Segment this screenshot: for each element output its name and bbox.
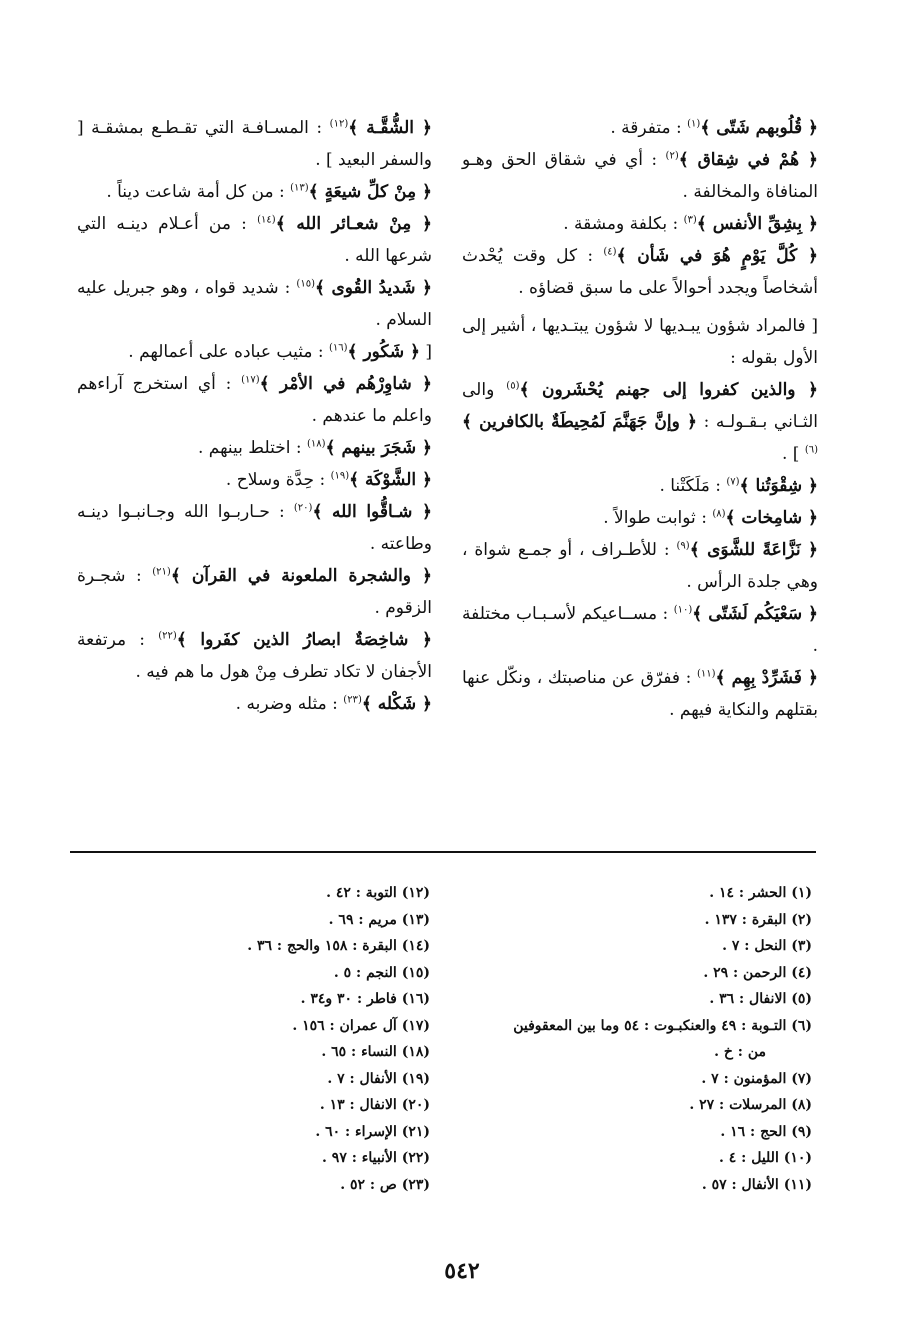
footnote-item: (١٨) النساء : ٦٥ . bbox=[321, 1044, 430, 1060]
entry-10: ﴿ سَعْيَكُم لَشَتّى ﴾$^{(١٠)}$ : مســاعيكم لأسـبـاب مختلفة . bbox=[462, 604, 819, 656]
footnote-item: (١٧) آل عمران : ١٥٦ . bbox=[292, 1017, 430, 1034]
entry-term: مِنْ كلِّ شيعَةٍ bbox=[324, 182, 417, 202]
footnote-ref: (٤) bbox=[603, 246, 617, 258]
entry-term: كُلَّ يَوْمٍ هُوَ في شَأن bbox=[637, 246, 798, 266]
entry-definition: : أي في شقاق الحق وهـو المنافاة والمخالفة . bbox=[462, 150, 818, 202]
entry-14: ﴿ مِنْ شعـائر الله ﴾$^{(١٤)}$ : من أعـلام دينـه التي شرعها الله . bbox=[77, 214, 432, 266]
entry-definition: : حِدَّة وسلاح . bbox=[225, 470, 326, 490]
entry-term: شَكْله bbox=[377, 694, 417, 714]
entry-23: ﴿ شَكْله ﴾$^{(٢٣)}$ : مثله وضربه . bbox=[235, 694, 432, 714]
footnote-item: (٥) الانفال : ٣٦ . bbox=[709, 991, 812, 1007]
entry-definition: : كل وقت يُحْدث أشخاصاً ويجدد أحوالاً على ما سبق قضاؤه . bbox=[462, 246, 818, 298]
footnote-ref: (١٥) bbox=[296, 278, 315, 290]
footnote-ref: (٢١) bbox=[152, 566, 171, 578]
entry-definition: : للأطـراف ، أو جمـع شواة ، وهي جلدة الرأس . bbox=[462, 540, 818, 592]
entry-12: ﴿ الشُّقَّـة ﴾$^{(١٢)}$ : المسـافـة التي تقـطـع بمشقـة [ والسفر البعيد ] . bbox=[77, 118, 432, 170]
entry-definition: : مثيب عباده على أعمالهم . bbox=[128, 342, 324, 362]
footnote-ref: (٢) bbox=[665, 150, 679, 162]
left-column bbox=[77, 112, 432, 720]
footnote-item: (١٦) فاطر : ٣٠ و٣٤ . bbox=[300, 991, 430, 1007]
footnote-item: (١٥) النجم : ٥ . bbox=[333, 964, 430, 981]
entry-term: قُلُوبهم شَتّى bbox=[716, 118, 803, 138]
entry-definition: : اختلط بينهم . bbox=[197, 438, 302, 458]
entry-term: سَعْيَكُم لَشَتّى bbox=[708, 604, 803, 624]
entry-definition: : مرتفعة الأجفان لا تكاد تطرف مِنْ هول ما هم فيه . bbox=[77, 630, 432, 682]
entry-19: ﴿ الشَّوْكَة ﴾$^{(١٩)}$ : حِدَّة وسلاح . bbox=[225, 470, 432, 490]
entry-16: [ ﴿ شَكُور ﴾$^{(١٦)}$ : مثيب عباده على أعمالهم . bbox=[128, 342, 432, 362]
entry-term: شَديدُ القُوى bbox=[331, 278, 416, 298]
entry-definition: : من أعـلام دينـه التي شرعها الله . bbox=[77, 214, 432, 266]
footnote-item: (٢١) الإسراء : ٦٠ . bbox=[315, 1123, 430, 1140]
footnote-item: (٦) التـوبة : ٤٩ والعنكبـوت : ٥٤ وما بين المعقوفين bbox=[513, 1017, 812, 1034]
entry-term: شَكُور bbox=[363, 342, 405, 362]
editor-note: [ فالمراد شؤون يبـديها لا شؤون يبتـديها ، أشير إلى الأول بقوله : bbox=[462, 316, 818, 368]
entry-4: ﴿ كُلَّ يَوْمٍ هُوَ في شَأن ﴾$^{(٤)}$ : كل وقت يُحْدث أشخاصاً ويجدد أحوالاً على ما سبق قضاؤه . bbox=[462, 246, 818, 298]
entry-definition: : شجـرة الزقوم . bbox=[77, 566, 432, 618]
entry-term: فَشَرِّدْ بِهِم bbox=[731, 668, 802, 688]
entry-definition: : حـاربـوا الله وجـانبـوا دينـه وطاعته . bbox=[77, 502, 432, 554]
footnote-ref: (١) bbox=[687, 118, 701, 130]
footnote-item: (١٣) مريم : ٦٩ . bbox=[328, 911, 430, 928]
entry-term: الشُّقَّـة bbox=[366, 118, 414, 138]
footnote-item: (٢٢) الأنبياء : ٩٧ . bbox=[322, 1150, 430, 1166]
entry-definition: : بكلفة ومشقة . bbox=[563, 214, 679, 234]
footnote-divider bbox=[70, 851, 816, 853]
entry-term: شَجَرَ بينهم bbox=[341, 438, 417, 458]
entry-13: ﴿ مِنْ كلِّ شيعَةٍ ﴾$^{(١٣)}$ : من كل أمة شاعت ديناً . bbox=[106, 182, 432, 202]
entry-15: ﴿ شَديدُ القُوى ﴾$^{(١٥)}$ : شديد قواه ، وهو جبريل عليه السلام . bbox=[77, 278, 432, 330]
entry-term: شامِخات bbox=[741, 508, 803, 528]
entry-term: هُمْ في شِقاق bbox=[697, 150, 800, 170]
entry-22: ﴿ شاخِصَةٌ ابصارُ الذين كفَروا ﴾$^{(٢٢)}$ : مرتفعة الأجفان لا تكاد تطرف مِنْ هول ما هم فيه . bbox=[77, 630, 433, 682]
entry-term-secondary: وإنَّ جَهَنَّمَ لَمُحِيطَةٌ بالكافرين bbox=[479, 412, 680, 432]
footnote-item: (١٢) التوبة : ٤٢ . bbox=[326, 885, 430, 901]
footnote-item: (٤) الرحمن : ٢٩ . bbox=[703, 964, 812, 981]
entry-term: الشَّوْكَة bbox=[365, 470, 417, 490]
footnotes-right bbox=[462, 880, 812, 1198]
footnote-ref: (٢٢) bbox=[158, 630, 177, 642]
entry-2: ﴿ هُمْ في شِقاق ﴾$^{(٢)}$ : أي في شقاق الحق وهـو المنافاة والمخالفة . bbox=[462, 150, 819, 202]
entry-definition: : مَلَكَتْنا . bbox=[659, 476, 721, 496]
entry-term: شـاقُّوا الله bbox=[332, 502, 413, 522]
footnote-ref: (٦) bbox=[804, 444, 818, 456]
right-column bbox=[462, 112, 818, 726]
footnote-ref: (١٠) bbox=[673, 604, 693, 616]
entry-definition: : من كل أمة شاعت ديناً . bbox=[106, 182, 285, 202]
footnote-ref: (١٧) bbox=[241, 374, 260, 386]
entry-definition: والى الثـاني بـقـولـه : bbox=[462, 380, 819, 432]
page-number: ٥٤٢ bbox=[444, 1258, 480, 1284]
entry-definition: : متفرقة . bbox=[610, 118, 682, 138]
entry-11: ﴿ فَشَرِّدْ بِهِم ﴾$^{(١١)}$ : ففرّق عن مناصبتك ، ونكّل عنها بقتلهم والنكاية فيهم . bbox=[462, 668, 819, 720]
footnote-ref: (١٩) bbox=[330, 470, 350, 482]
entry-20: ﴿ شـاقُّوا الله ﴾$^{(٢٠)}$ : حـاربـوا الله وجـانبـوا دينـه وطاعته . bbox=[77, 502, 432, 554]
entry-term: والشجرة الملعونة في القرآن bbox=[191, 566, 412, 586]
entry-1: ﴿ قُلُوبهم شَتّى ﴾$^{(١)}$ : متفرقة . bbox=[610, 118, 818, 138]
footnote-ref: (١١) bbox=[696, 668, 716, 680]
footnote-ref: (٢٠) bbox=[293, 502, 313, 514]
entry-definition: : مســاعيكم لأسـبـاب مختلفة . bbox=[462, 604, 818, 656]
footnote-item: (١١) الأنفال : ٥٧ . bbox=[701, 1176, 812, 1193]
footnote-ref: (٣) bbox=[683, 214, 697, 226]
entry-definition: : ثوابت طوالاً . bbox=[603, 508, 707, 528]
footnote-ref: (٩) bbox=[676, 540, 690, 552]
entry-18: ﴿ شَجَرَ بينهم ﴾$^{(١٨)}$ : اختلط بينهم . bbox=[197, 438, 432, 458]
footnote-ref: (١٣) bbox=[290, 182, 309, 194]
footnote-ref: (١٤) bbox=[257, 214, 276, 226]
entry-term: شِقْوَتُنا bbox=[755, 476, 803, 496]
entry-definition-secondary: ] . bbox=[781, 444, 800, 464]
footnote-item: (٩) الحج : ١٦ . bbox=[720, 1123, 812, 1140]
entry-3: ﴿ بِشِقِّ الأنفس ﴾$^{(٣)}$ : بكلفة ومشقة . bbox=[563, 214, 818, 234]
entry-definition: : مثله وضربه . bbox=[235, 694, 338, 714]
entry-term: والذين كفروا إلى جهنم يُحْشَرون bbox=[541, 380, 796, 400]
entry-term: نَزَّاعَةً للشَّوَى bbox=[707, 540, 801, 560]
footnote-ref: (٥) bbox=[506, 380, 520, 392]
footnote-item: (٧) المؤمنون : ٧ . bbox=[701, 1070, 812, 1087]
footnote-item: (١٤) البقرة : ١٥٨ والحج : ٣٦ . bbox=[247, 938, 430, 954]
entry-8: ﴿ شامِخات ﴾$^{(٨)}$ : ثوابت طوالاً . bbox=[603, 508, 818, 528]
footnote-ref: (١٨) bbox=[306, 438, 326, 450]
open-bracket: [ bbox=[425, 342, 432, 362]
footnote-item: (٢٠) الانفال : ١٣ . bbox=[319, 1097, 430, 1113]
entry-17: ﴿ شاوِرْهُم في الأمْر ﴾$^{(١٧)}$ : أي استخرج آراءهم واعلم ما عندهم . bbox=[77, 374, 432, 426]
footnote-ref: (١٢) bbox=[329, 118, 349, 130]
footnote-item: (١٠) الليل : ٤ . bbox=[719, 1150, 812, 1166]
entry-definition: : ففرّق عن مناصبتك ، ونكّل عنها بقتلهم والنكاية فيهم . bbox=[462, 668, 818, 720]
footnote-ref: (٧) bbox=[726, 476, 740, 488]
footnotes-left bbox=[150, 880, 430, 1198]
entry-5: ﴿ والذين كفروا إلى جهنم يُحْشَرون ﴾$^{(٥)}$ والى الثـاني بـقـولـه : ﴿ وإنَّ جَهَنَّمَ لَمُحِيطَةٌ بالكافرين ﴾$^{(٦)}$ ] . bbox=[462, 380, 819, 464]
entry-term: شاوِرْهُم في الأمْر bbox=[279, 374, 412, 394]
entry-term: بِشِقِّ الأنفس bbox=[712, 214, 803, 234]
footnote-ref: (١٦) bbox=[328, 342, 348, 354]
entry-definition: : أي استخرج آراءهم واعلم ما عندهم . bbox=[77, 374, 432, 426]
footnote-item: (٢) البقرة : ١٣٧ . bbox=[704, 911, 812, 928]
entry-term: شاخِصَةٌ ابصارُ الذين كفَروا bbox=[200, 630, 409, 650]
footnote-ref: (٨) bbox=[712, 508, 726, 520]
footnote-item: (٢٣) ص : ٥٢ . bbox=[340, 1176, 430, 1193]
footnote-item: (١) الحشر : ١٤ . bbox=[709, 885, 812, 901]
footnote-ref: (٢٣) bbox=[343, 694, 362, 706]
entry-term: مِنْ شعـائر الله bbox=[296, 214, 412, 234]
footnote-item: (٣) النحل : ٧ . bbox=[722, 938, 812, 954]
footnote-item: (٨) المرسلات : ٢٧ . bbox=[689, 1097, 812, 1113]
entry-definition: : المسـافـة التي تقـطـع بمشقـة [ والسفر البعيد ] . bbox=[77, 118, 432, 170]
entry-21: ﴿ والشجرة الملعونة في القرآن ﴾$^{(٢١)}$ : شجـرة الزقوم . bbox=[77, 566, 433, 618]
footnote-item-continuation: من : خ . bbox=[714, 1044, 766, 1060]
entry-7: ﴿ شِقْوَتُنا ﴾$^{(٧)}$ : مَلَكَتْنا . bbox=[659, 476, 818, 496]
footnote-item: (١٩) الأنفال : ٧ . bbox=[327, 1070, 430, 1087]
entry-9: ﴿ نَزَّاعَةً للشَّوَى ﴾$^{(٩)}$ : للأطـراف ، أو جمـع شواة ، وهي جلدة الرأس . bbox=[462, 540, 819, 592]
entry-definition: : شديد قواه ، وهو جبريل عليه السلام . bbox=[77, 278, 432, 330]
